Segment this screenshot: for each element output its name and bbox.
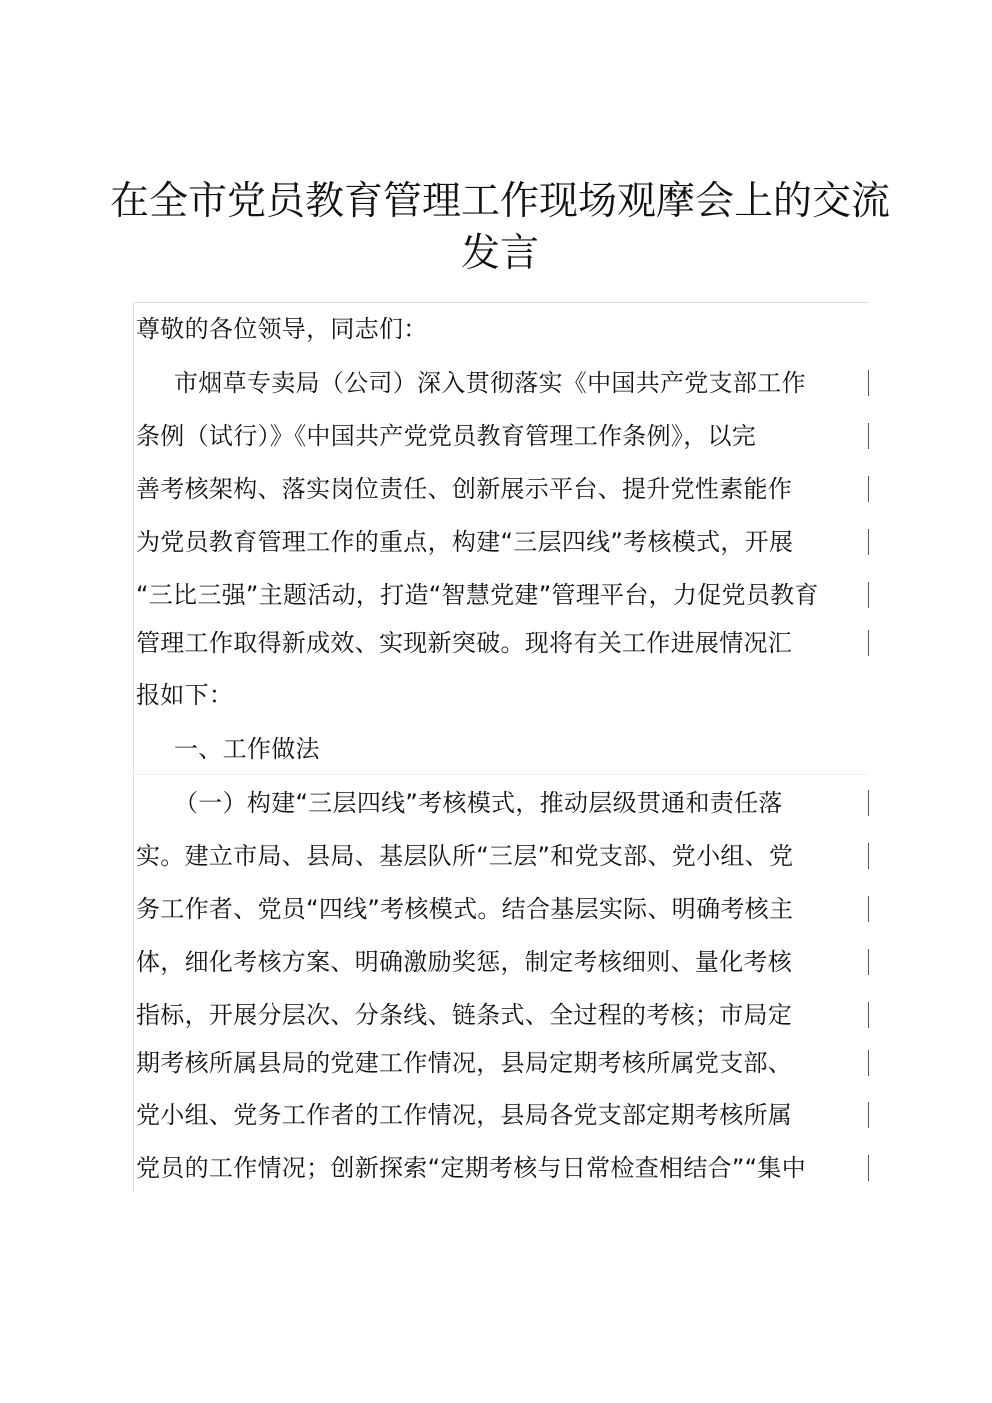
text-frame-divider — [133, 774, 869, 775]
paragraph2-line-2: 实。建立市局、县局、基层队所“三层”和党支部、党小组、党 — [136, 842, 794, 870]
paragraph2-line-8: 党员的工作情况；创新探索“定期考核与日常检查相结合”“集中 — [136, 1154, 806, 1182]
line-end-marker — [868, 423, 869, 449]
line-end-marker — [868, 896, 869, 922]
paragraph2-line-3: 务工作者、党员“四线”考核模式。结合基层实际、明确考核主 — [136, 895, 794, 923]
document-title-line-1: 在全市党员教育管理工作现场观摩会上的交流 — [109, 179, 890, 224]
line-end-marker — [868, 949, 869, 975]
paragraph2-line-4: 体，细化考核方案、明确激励奖惩，制定考核细则、量化考核 — [136, 948, 793, 976]
paragraph1-line-3: 善考核架构、落实岗位责任、创新展示平台、提升党性素能作 — [136, 475, 793, 503]
paragraph1-line-7: 报如下： — [136, 681, 234, 709]
paragraph1-line-5: “三比三强”主题活动，打造“智慧党建”管理平台，力促党员教育 — [136, 581, 819, 609]
paragraph1-line-2: 条例（试行）》《中国共产党党员教育管理工作条例》，以完 — [136, 422, 757, 450]
paragraph2-line-5: 指标，开展分层次、分条线、链条式、全过程的考核；市局定 — [136, 1001, 793, 1029]
paragraph2-line-6: 期考核所属县局的党建工作情况，县局定期考核所属党支部、 — [136, 1049, 793, 1077]
section-heading: 一、工作做法 — [174, 735, 320, 763]
paragraph2-line-1: （一）构建“三层四线”考核模式，推动层级贯通和责任落 — [174, 789, 783, 817]
line-end-marker — [868, 1002, 869, 1028]
line-end-marker — [868, 1050, 869, 1076]
paragraph2-line-7: 党小组、党务工作者的工作情况，县局各党支部定期考核所属 — [136, 1101, 793, 1129]
paragraph1-line-4: 为党员教育管理工作的重点，构建“三层四线”考核模式，开展 — [136, 528, 794, 556]
document-title-line-2: 发言 — [460, 231, 539, 276]
text-frame-left-rule — [133, 302, 134, 1192]
line-end-marker — [868, 476, 869, 502]
salutation: 尊敬的各位领导，同志们： — [136, 315, 428, 343]
line-end-marker — [868, 630, 869, 656]
paragraph1-line-6: 管理工作取得新成效、实现新突破。现将有关工作进展情况汇 — [136, 629, 793, 657]
line-end-marker — [868, 1102, 869, 1128]
line-end-marker — [868, 843, 869, 869]
text-frame-top-rule — [133, 302, 869, 303]
paragraph1-line-1: 市烟草专卖局（公司）深入贯彻落实《中国共产党支部工作 — [174, 369, 806, 397]
line-end-marker — [868, 1155, 869, 1181]
line-end-marker — [868, 582, 869, 608]
line-end-marker — [868, 370, 869, 396]
line-end-marker — [868, 790, 869, 816]
line-end-marker — [868, 529, 869, 555]
